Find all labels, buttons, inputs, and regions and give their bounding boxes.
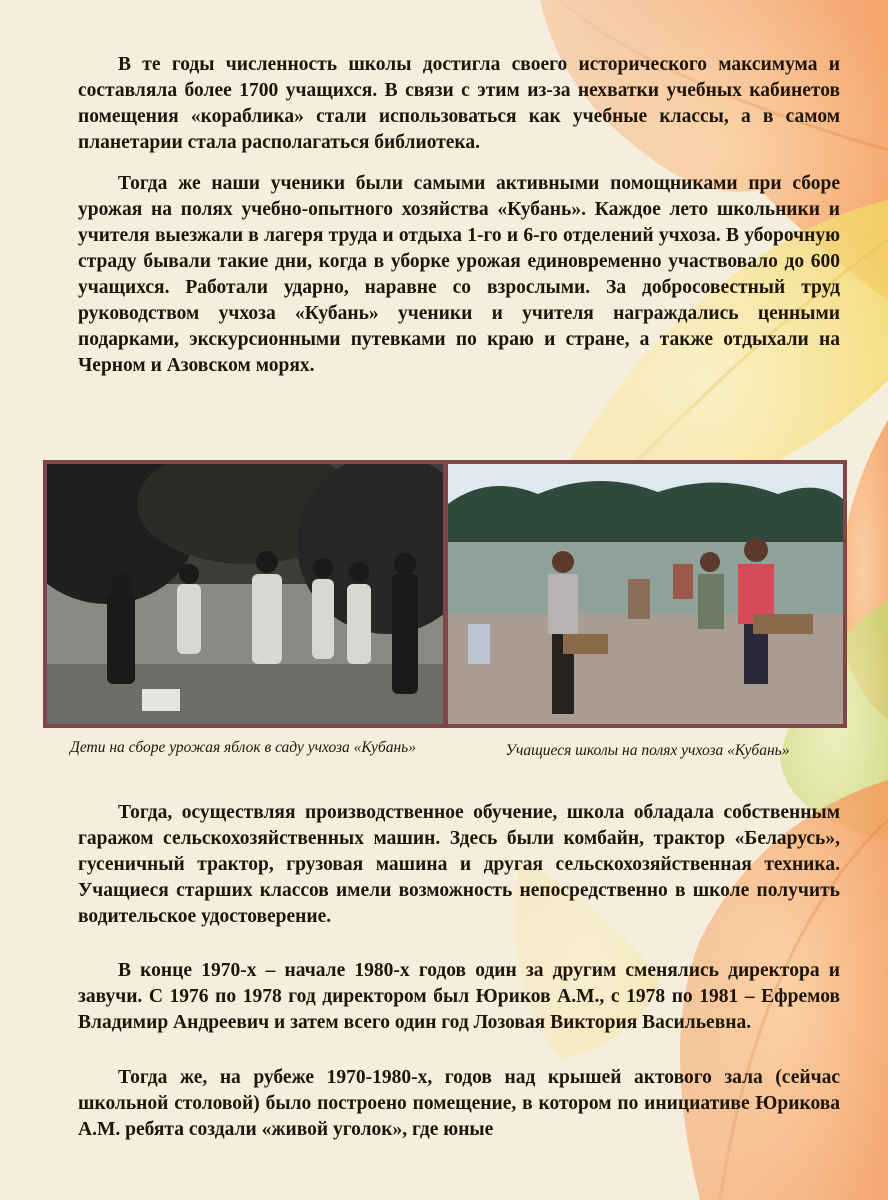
caption-apple-harvest: Дети на сборе урожая яблок в саду учхоза «Кубань» bbox=[70, 739, 416, 756]
paragraph-harvest-help: Тогда же наши ученики были самыми активными помощниками при сборе урожая на полях учебно-опытного хозяйства «Кубань». Каждое лето школьники и учителя выезжали в лагеря труда и отдыха 1-го и 6-го отделений учхоза. В уборочную страду бывали такие дни, когда в уборке урожая единовременно участвовало до 600 учащихся. Работали ударно, наравне со взрослыми. За добросовестный труд руководством учхоза «Кубань» ученики и учителя награждались ценными подарками, экскурсионными путевками по краю и стране, а также отдыхали на Черном и Азовском морях. bbox=[78, 173, 840, 376]
photo-field-students bbox=[448, 464, 843, 724]
photo-frame bbox=[43, 460, 847, 728]
photo-apple-harvest bbox=[47, 464, 443, 724]
paragraph-school-size: В те годы численность школы достигла своего исторического максимума и составляла более 1700 учащихся. В связи с этим из-за нехватки учебных кабинетов помещения «кораблика» стали использоваться как учебные классы, а в самом планетарии стала располагаться библиотека. bbox=[78, 54, 840, 153]
caption-field-students: Учащиеся школы на полях учхоза «Кубань» bbox=[505, 742, 790, 759]
paragraph-machinery-garage: Тогда, осуществляя производственное обучение, школа обладала собственным гаражом сельскохозяйственных машин. Здесь были комбайн, трактор «Беларусь», гусеничный трактор, грузовая машина и другая сельскохозяйственная техника. Учащиеся старших классов имели возможность непосредственно в школе получить водительское удостоверение. bbox=[78, 802, 840, 927]
paragraph-directors: В конце 1970-х – начале 1980-х годов один за другим сменялись директора и завучи. С 1976 по 1978 год директором был Юриков А.М., с 1978 по 1981 – Ефремов Владимир Андреевич и затем всего один год Лозовая Виктория Васильевна. bbox=[78, 960, 840, 1033]
paragraph-living-corner: Тогда же, на рубеже 1970-1980-х, годов над крышей актового зала (сейчас школьной столовой) было построено помещение, в котором по инициативе Юрикова А.М. ребята создали «живой уголок», где юные bbox=[78, 1067, 840, 1140]
